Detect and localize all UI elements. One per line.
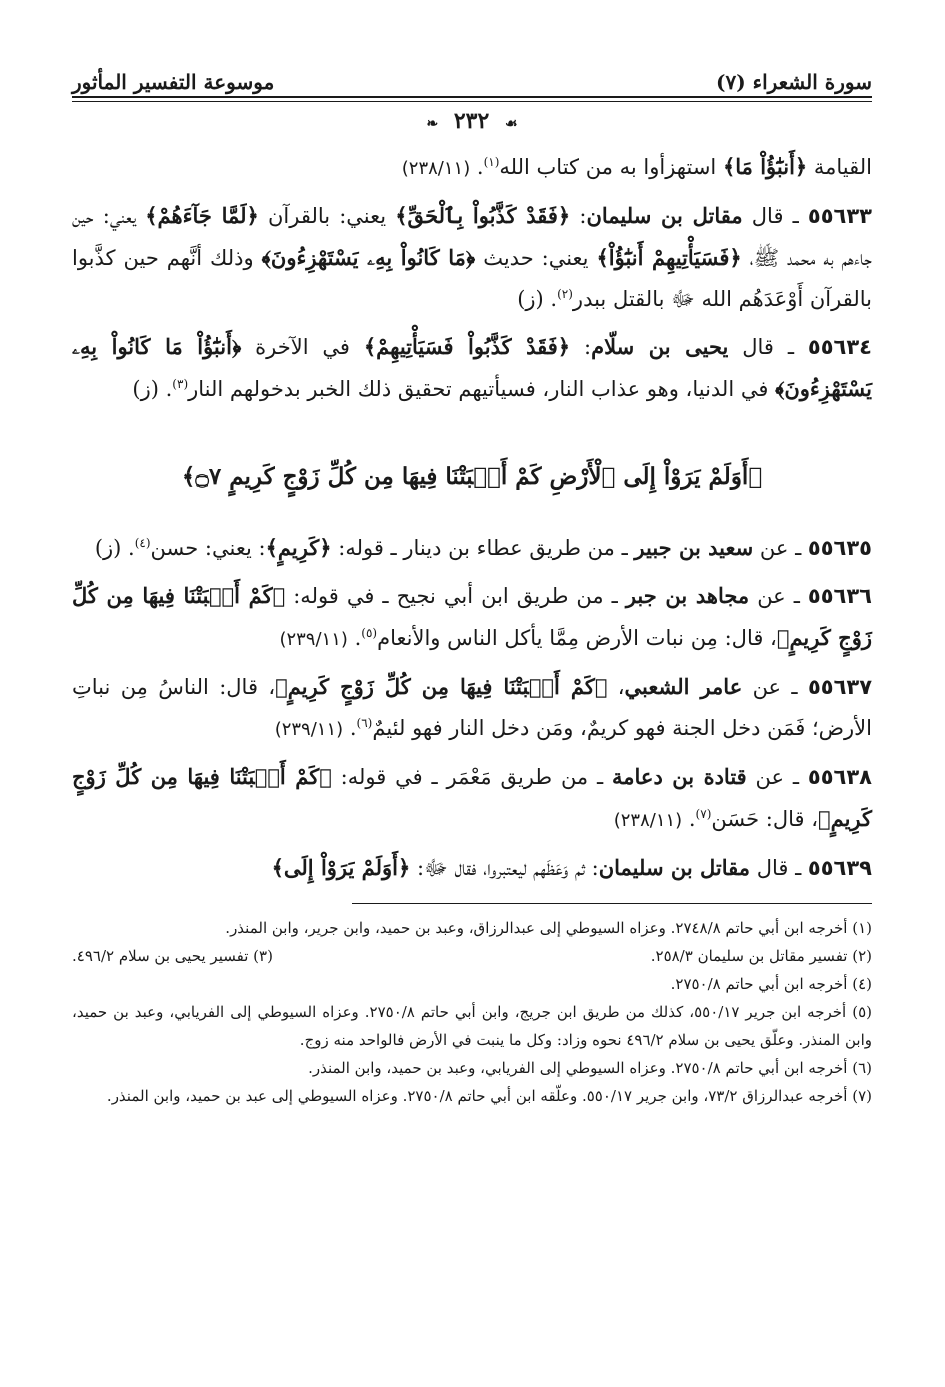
narration-55637 bbox=[72, 666, 872, 750]
ornament-left-icon: ❧ bbox=[426, 116, 439, 132]
narration-number: ٥٥٦٣٨ bbox=[807, 765, 872, 789]
narration-number: ٥٥٦٣٧ bbox=[807, 675, 873, 699]
narrator-name: عامر الشعبي bbox=[624, 674, 743, 699]
text: ـ عن bbox=[746, 765, 808, 789]
footnote-separator bbox=[352, 903, 872, 904]
text: يعني: بالقرآن bbox=[258, 204, 396, 228]
quran-quote: ﴿أَنبَٰٓؤُاْ مَا كَانُواْ بِهِۦ يَسْتَهْزِءُونَ﴾ bbox=[72, 334, 872, 401]
text: . (ز) bbox=[132, 377, 173, 401]
volume-reference: (٢٣٩/١١) bbox=[279, 629, 348, 650]
text: ـ قال bbox=[750, 856, 808, 880]
ayah-heading: ﴿أَوَلَمْ يَرَوْاْ إِلَى ٱلْأَرْضِ كَمْ أَنۢبَتْنَا فِيهَا مِن كُلِّ زَوْجٍ كَرِيمٍ ۝٧﴾ bbox=[181, 463, 763, 490]
narration-number: ٥٥٦٣٤ bbox=[807, 335, 872, 359]
main-text bbox=[72, 146, 872, 889]
book-title: موسوعة التفسير المأثور bbox=[72, 70, 275, 94]
text: ، قال: حَسَن bbox=[711, 807, 818, 831]
quran-quote: ﴿فَقَدْ كَذَّبُواْ بِٱلْحَقِّ﴾ bbox=[395, 203, 571, 228]
footnote-2: (٢) تفسير مقاتل بن سليمان ٢٥٨/٣. bbox=[650, 947, 872, 965]
narration-55634 bbox=[72, 326, 872, 410]
footnote-marker[interactable]: (٢) bbox=[557, 287, 573, 301]
text: يعني: حين جاءهم به محمد ﷺ، bbox=[72, 204, 873, 270]
text: : bbox=[570, 335, 592, 359]
text: وذلك أنَّهم حين كذَّبوا بالقرآن أَوْعَدَهُم الله ﷻ بالقتل ببدر bbox=[72, 246, 872, 311]
text: . (ز) bbox=[94, 536, 135, 560]
text: . bbox=[682, 807, 696, 831]
footnote-row bbox=[72, 942, 872, 970]
footnote-6: (٦) أخرجه ابن أبي حاتم ٢٧٥٠/٨. وعزاه السيوطي إلى الفريابي، وعبد بن حميد، وابن المنذر. bbox=[308, 1059, 872, 1077]
text: : يعني: حسن bbox=[150, 536, 266, 560]
text: ـ من طريق مَعْمَر ـ في قوله: bbox=[331, 765, 613, 789]
footnote-4: (٤) أخرجه ابن أبي حاتم ٢٧٥٠/٨. bbox=[670, 975, 872, 993]
quran-quote: ﴿فَقَدْ كَذَّبُواْ فَسَيَأْتِيهِمْ﴾ bbox=[363, 334, 571, 359]
text: ـ عن bbox=[749, 584, 808, 608]
volume-reference: (٢٣٨/١١) bbox=[401, 158, 471, 179]
text: . bbox=[343, 716, 357, 740]
footnote-3: (٣) تفسير يحيى بن سلام ٤٩٦/٢. bbox=[72, 947, 273, 965]
narration-55636 bbox=[72, 575, 872, 660]
quran-quote: ﴿كَرِيمٍ﴾ bbox=[265, 535, 332, 560]
text: استهزأوا به من كتاب الله bbox=[499, 155, 723, 179]
text: في الآخرة bbox=[241, 335, 364, 359]
header-rule bbox=[72, 96, 872, 102]
quran-quote: ﴿كَمْ أَنۢبَتْنَا فِيهَا مِن كُلِّ زَوْجٍ كَرِيمٍ﴾ bbox=[72, 583, 872, 650]
text: ـ من طريق ابن أبي نجيح ـ في قوله: bbox=[285, 584, 626, 608]
quran-quote: ﴿مَا كَانُواْ بِهِۦ يَسْتَهْزِءُونَ﴾ bbox=[261, 245, 476, 270]
narrator-name: مجاهد بن جبر bbox=[625, 583, 750, 608]
footnote-marker[interactable]: (٧) bbox=[695, 807, 712, 821]
text: يعني: حديث bbox=[475, 246, 597, 270]
narration-number: ٥٥٦٣٣ bbox=[807, 204, 872, 228]
quran-quote: ﴿أَنبَٰٓؤُاْ مَا﴾ bbox=[722, 154, 808, 179]
ornament-right-icon: ☙ bbox=[504, 116, 518, 132]
narrator-name: مقاتل بن سليمان bbox=[598, 855, 751, 880]
narration-55635 bbox=[72, 527, 872, 569]
book-page bbox=[72, 60, 872, 1110]
narration-number: ٥٥٦٣٩ bbox=[807, 856, 872, 880]
page-number-block bbox=[72, 108, 872, 140]
surah-title: سورة الشعراء (٧) bbox=[716, 70, 872, 94]
text: ، قال: مِن نبات الأرض مِمَّا يأكل الناس والأنعام bbox=[377, 626, 777, 650]
narrator-name: يحيى بن سلّام bbox=[591, 334, 729, 359]
running-header bbox=[72, 60, 872, 94]
quran-quote: ﴿كَمْ أَنۢبَتْنَا فِيهَا مِن كُلِّ زَوْجٍ كَرِيمٍ﴾ bbox=[72, 764, 872, 831]
text: ، bbox=[607, 675, 625, 699]
footnote-marker[interactable]: (٣) bbox=[172, 377, 189, 391]
text: . (ز) bbox=[517, 287, 558, 311]
text: : bbox=[570, 204, 587, 228]
narrator-name: قتادة بن دعامة bbox=[612, 764, 747, 789]
narration-55638 bbox=[72, 756, 872, 841]
narration-55633 bbox=[72, 195, 872, 320]
volume-reference: (٢٣٨/١١) bbox=[613, 810, 683, 831]
footnote-1: (١) أخرجه ابن أبي حاتم ٢٧٤٨/٨. وعزاه السيوطي إلى عبدالرزاق، وعبد بن حميد، وابن جرير، وابن المنذر. bbox=[225, 919, 872, 937]
text: ، قال: الناسُ مِن نباتِ الأرض؛ فَمَن دخل الجنة فهو كريمٌ، ومَن دخل النار فهو لئيمٌ bbox=[72, 675, 872, 740]
text: ـ عن bbox=[742, 675, 808, 699]
footnote-5: (٥) أخرجه ابن جرير ٥٥٠/١٧، كذلك من طريق ابن جريج، وابن أبي حاتم ٢٧٥٠/٨. وعزاه السيوطي إلى الفريابي، وعبد بن حميد، وابن المنذر. وعلّق يحيى بن سلام ٤٩٦/٢ نحوه وزاد: وكل ما ينبت في الأرض فالواحد منه زوج. bbox=[72, 1003, 872, 1049]
page-number: ٢٣٢ bbox=[453, 108, 490, 134]
quran-quote: ﴿لَمَّا جَآءَهُمْ﴾ bbox=[145, 203, 259, 228]
footnote-marker[interactable]: (٥) bbox=[361, 626, 378, 640]
quran-quote: ﴿كَمْ أَنۢبَتْنَا فِيهَا مِن كُلِّ زَوْجٍ كَرِيمٍ﴾ bbox=[275, 674, 608, 699]
text: في الدنيا، وهو عذاب النار، فسيأتيهم تحقيق ذلك الخبر بدخولهم النار bbox=[188, 377, 776, 401]
text: ـ من طريق عطاء بن دينار ـ قوله: bbox=[331, 536, 635, 560]
narrator-name: مقاتل بن سليمان bbox=[586, 203, 743, 228]
footnote-marker[interactable]: (٦) bbox=[356, 716, 373, 730]
text: . bbox=[347, 626, 362, 650]
footnote-marker[interactable]: (٤) bbox=[134, 536, 151, 550]
footnotes bbox=[72, 914, 872, 1110]
narrator-name: سعيد بن جبير bbox=[634, 535, 754, 560]
text: : ثم وَعَظَهم ليعتبروا، فقال ﷻ: bbox=[410, 856, 599, 880]
text: ـ قال bbox=[742, 204, 808, 228]
text: ـ عن bbox=[753, 536, 808, 560]
text: القيامة bbox=[807, 155, 872, 179]
text: ـ قال bbox=[728, 335, 808, 359]
text: . bbox=[470, 155, 484, 179]
narration-55639 bbox=[72, 847, 872, 889]
paragraph bbox=[72, 146, 872, 189]
footnote-7: (٧) أخرجه عبدالرزاق ٧٣/٢، وابن جرير ٥٥٠/١٧. وعلّقه ابن أبي حاتم ٢٧٥٠/٨. وعزاه السيوطي إلى عبد بن حميد، وابن المنذر. bbox=[106, 1087, 872, 1105]
narration-number: ٥٥٦٣٦ bbox=[807, 584, 872, 608]
narration-number: ٥٥٦٣٥ bbox=[807, 536, 872, 560]
quran-quote: ﴿فَسَيَأْتِيهِمْ أَنبَٰٓؤُاْ﴾ bbox=[596, 245, 742, 270]
footnote-marker[interactable]: (١) bbox=[483, 155, 500, 169]
quran-quote: ﴿أَوَلَمْ يَرَوْاْ إِلَى﴾ bbox=[271, 855, 411, 880]
volume-reference: (٢٣٩/١١) bbox=[274, 719, 344, 740]
